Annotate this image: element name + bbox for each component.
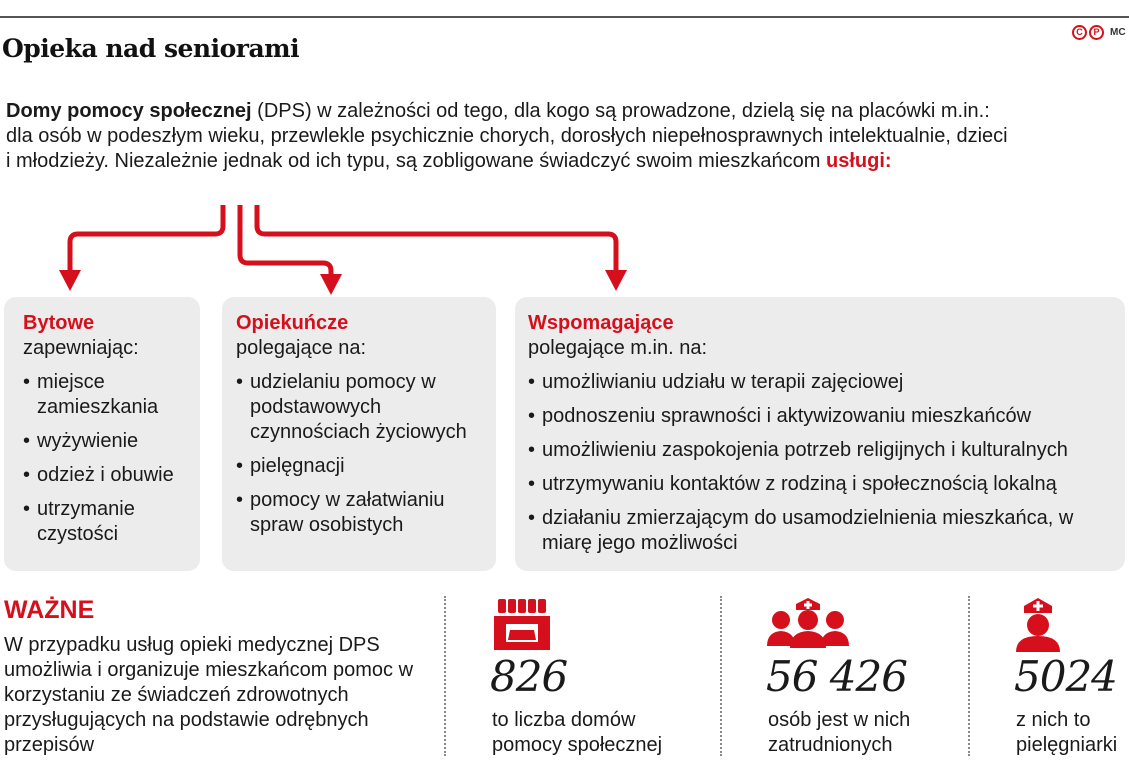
list-item: • miejsce zamieszkania — [23, 370, 193, 420]
list-item: • odzież i obuwie — [23, 463, 193, 488]
stat-label-line1: to liczba domów — [492, 709, 636, 731]
box-title: Opiekuńcze — [236, 312, 349, 334]
list-item: • podnoszeniu sprawności i aktywizowaniu mieszkańców — [528, 404, 1120, 429]
box-list — [528, 370, 1120, 565]
arrow-to-bytowe — [70, 205, 223, 272]
stat-staff — [766, 596, 961, 760]
list-item: • umożliwianiu udziału w terapii zajęciowej — [528, 370, 1120, 395]
page-title: Opieka nad seniorami — [2, 34, 300, 63]
list-item: • pielęgnacji — [236, 454, 491, 479]
nurse-icon — [1014, 596, 1062, 652]
box-subtitle: polegające m.in. na: — [528, 337, 708, 359]
stat-value: 56 426 — [766, 652, 907, 701]
stat-label-line2: pomocy społecznej — [492, 734, 663, 756]
intro-highlight: usługi: — [825, 150, 892, 172]
arrowhead-wspomagajace — [605, 270, 627, 291]
dotted-divider — [720, 596, 722, 756]
box-subtitle: zapewniając: — [23, 337, 139, 359]
stat-label-line2: zatrudnionych — [768, 734, 893, 756]
box-subtitle: polegające na: — [236, 337, 367, 359]
important-heading: WAŻNE — [4, 596, 95, 624]
list-item: • działaniu zmierzającym do usamodzielnienia mieszkańca, w miarę jego możliwości — [528, 506, 1120, 556]
stat-label-line2: pielęgniarki — [1016, 734, 1118, 756]
dotted-divider — [444, 596, 446, 756]
box-title: Bytowe — [23, 312, 95, 334]
stat-nurses — [1014, 596, 1129, 760]
list-item: • utrzymywaniu kontaktów z rodziną i społecznością lokalną — [528, 472, 1120, 497]
box-list — [236, 370, 491, 547]
box-title: Wspomagające — [528, 312, 674, 334]
list-item: • umożliwieniu zaspokojenia potrzeb religijnych i kulturalnych — [528, 438, 1120, 463]
arrowhead-bytowe — [59, 270, 81, 291]
list-item: • udzielaniu pomocy w podstawowych czynnościach życiowych — [236, 370, 491, 445]
logo-c-icon: C — [1072, 25, 1087, 40]
intro-bold: Domy pomocy społecznej — [6, 100, 252, 122]
box-list — [23, 370, 193, 556]
dotted-divider — [968, 596, 970, 756]
connector-arrows — [0, 0, 1129, 300]
intro-text: (DPS) w zależności od tego, dla kogo są prowadzone, dzielą się na placówki m.in.: dla osób w podeszłym wieku, przewlekle psychicznie chorych, dorosłych niepełnosprawnych intelektualnie, dzieci i młodzieży. Niezależnie jednak od ich typu, są zobligowane świadczyć swoim mieszkańcom — [6, 100, 1008, 172]
box-opiekuncze — [222, 297, 496, 571]
logo-mc: MC — [1110, 27, 1126, 38]
building-icon — [490, 596, 554, 652]
stat-value: 826 — [490, 652, 568, 701]
stat-label-line1: z nich to — [1016, 709, 1091, 731]
stat-value: 5024 — [1014, 652, 1117, 701]
logo-p-icon: P — [1089, 25, 1104, 40]
list-item: • pomocy w załatwianiu spraw osobistych — [236, 488, 491, 538]
list-item: • wyżywienie — [23, 429, 193, 454]
important-text: W przypadku usług opieki medycznej DPS umożliwia i organizuje mieszkańcom pomoc w korzystaniu ze świadczeń zdrowotnych przysługujących na podstawie odrębnych przepisów — [4, 634, 414, 756]
staff-group-icon — [766, 596, 850, 648]
box-wspomagajace — [515, 297, 1125, 571]
list-item: • utrzymanie czystości — [23, 497, 193, 547]
stat-label-line1: osób jest w nich — [768, 709, 911, 731]
stat-homes — [490, 596, 710, 760]
box-bytowe — [4, 297, 200, 571]
arrowhead-opiekuncze — [320, 274, 342, 295]
arrow-to-opiekuncze — [240, 205, 331, 276]
